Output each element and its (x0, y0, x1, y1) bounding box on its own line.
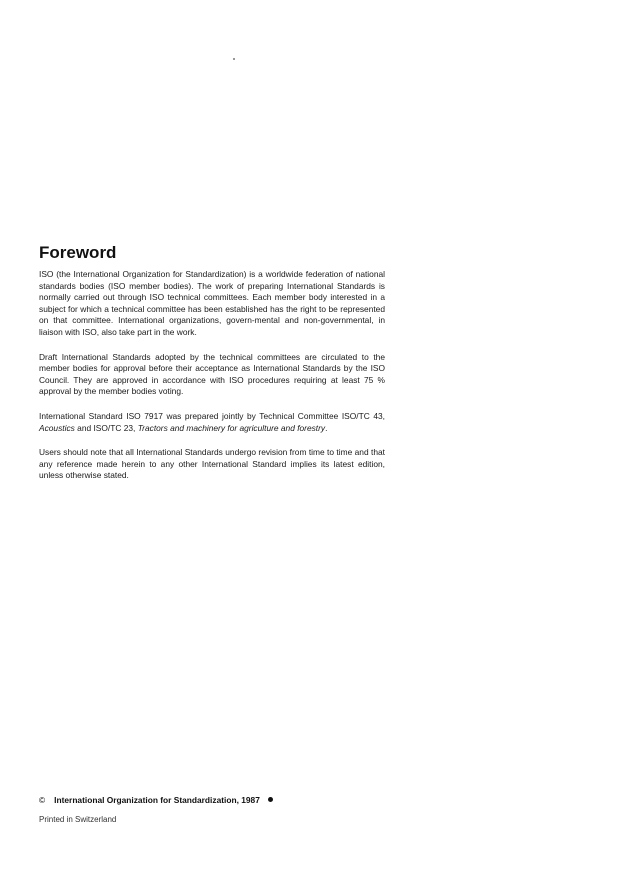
preparation-end: . (325, 422, 328, 433)
printed-in-note: Printed in Switzerland (39, 815, 117, 824)
scan-speck (233, 58, 235, 60)
page-title: Foreword (39, 243, 117, 262)
bullet-dot-icon (268, 797, 273, 802)
copyright-text: International Organization for Standardization, 1987 (54, 795, 260, 805)
tc43-title: Acoustics (39, 422, 75, 433)
paragraph-iso-description: ISO (the International Organization for Standardization) is a worldwide federation of national standards bodies (ISO member bodies). The work of preparing International Standards is normally carried out through ISO technical committees. Each member body interested in a subject for which a technical committee has been established has the right to be represented on that committee. International organizations, govern-mental and non-governmental, in liaison with ISO, also take part in the work. (39, 269, 385, 337)
paragraph-approval: Draft International Standards adopted by the technical committees are circulated to the member bodies for approval before their acceptance as International Standards by the ISO Council. They are approved in accordance with ISO procedures requiring at least 75 % approval by the member bodies voting. (39, 351, 385, 397)
preparation-lead: International Standard ISO 7917 was prepared jointly by Technical Committee ISO/TC 43, (39, 410, 385, 421)
preparation-middle: and ISO/TC 23, (77, 422, 136, 433)
foreword-body (39, 269, 385, 495)
copyright-line (39, 795, 273, 806)
tc23-title: Tractors and machinery for agriculture and forestry (137, 422, 326, 433)
copyright-icon: © (39, 795, 46, 805)
paragraph-revision-note: Users should note that all International Standards undergo revision from time to time and that any reference made herein to any other International Standard implies its latest edition, unless otherwise stated. (39, 447, 385, 481)
paragraph-preparation (39, 411, 385, 434)
